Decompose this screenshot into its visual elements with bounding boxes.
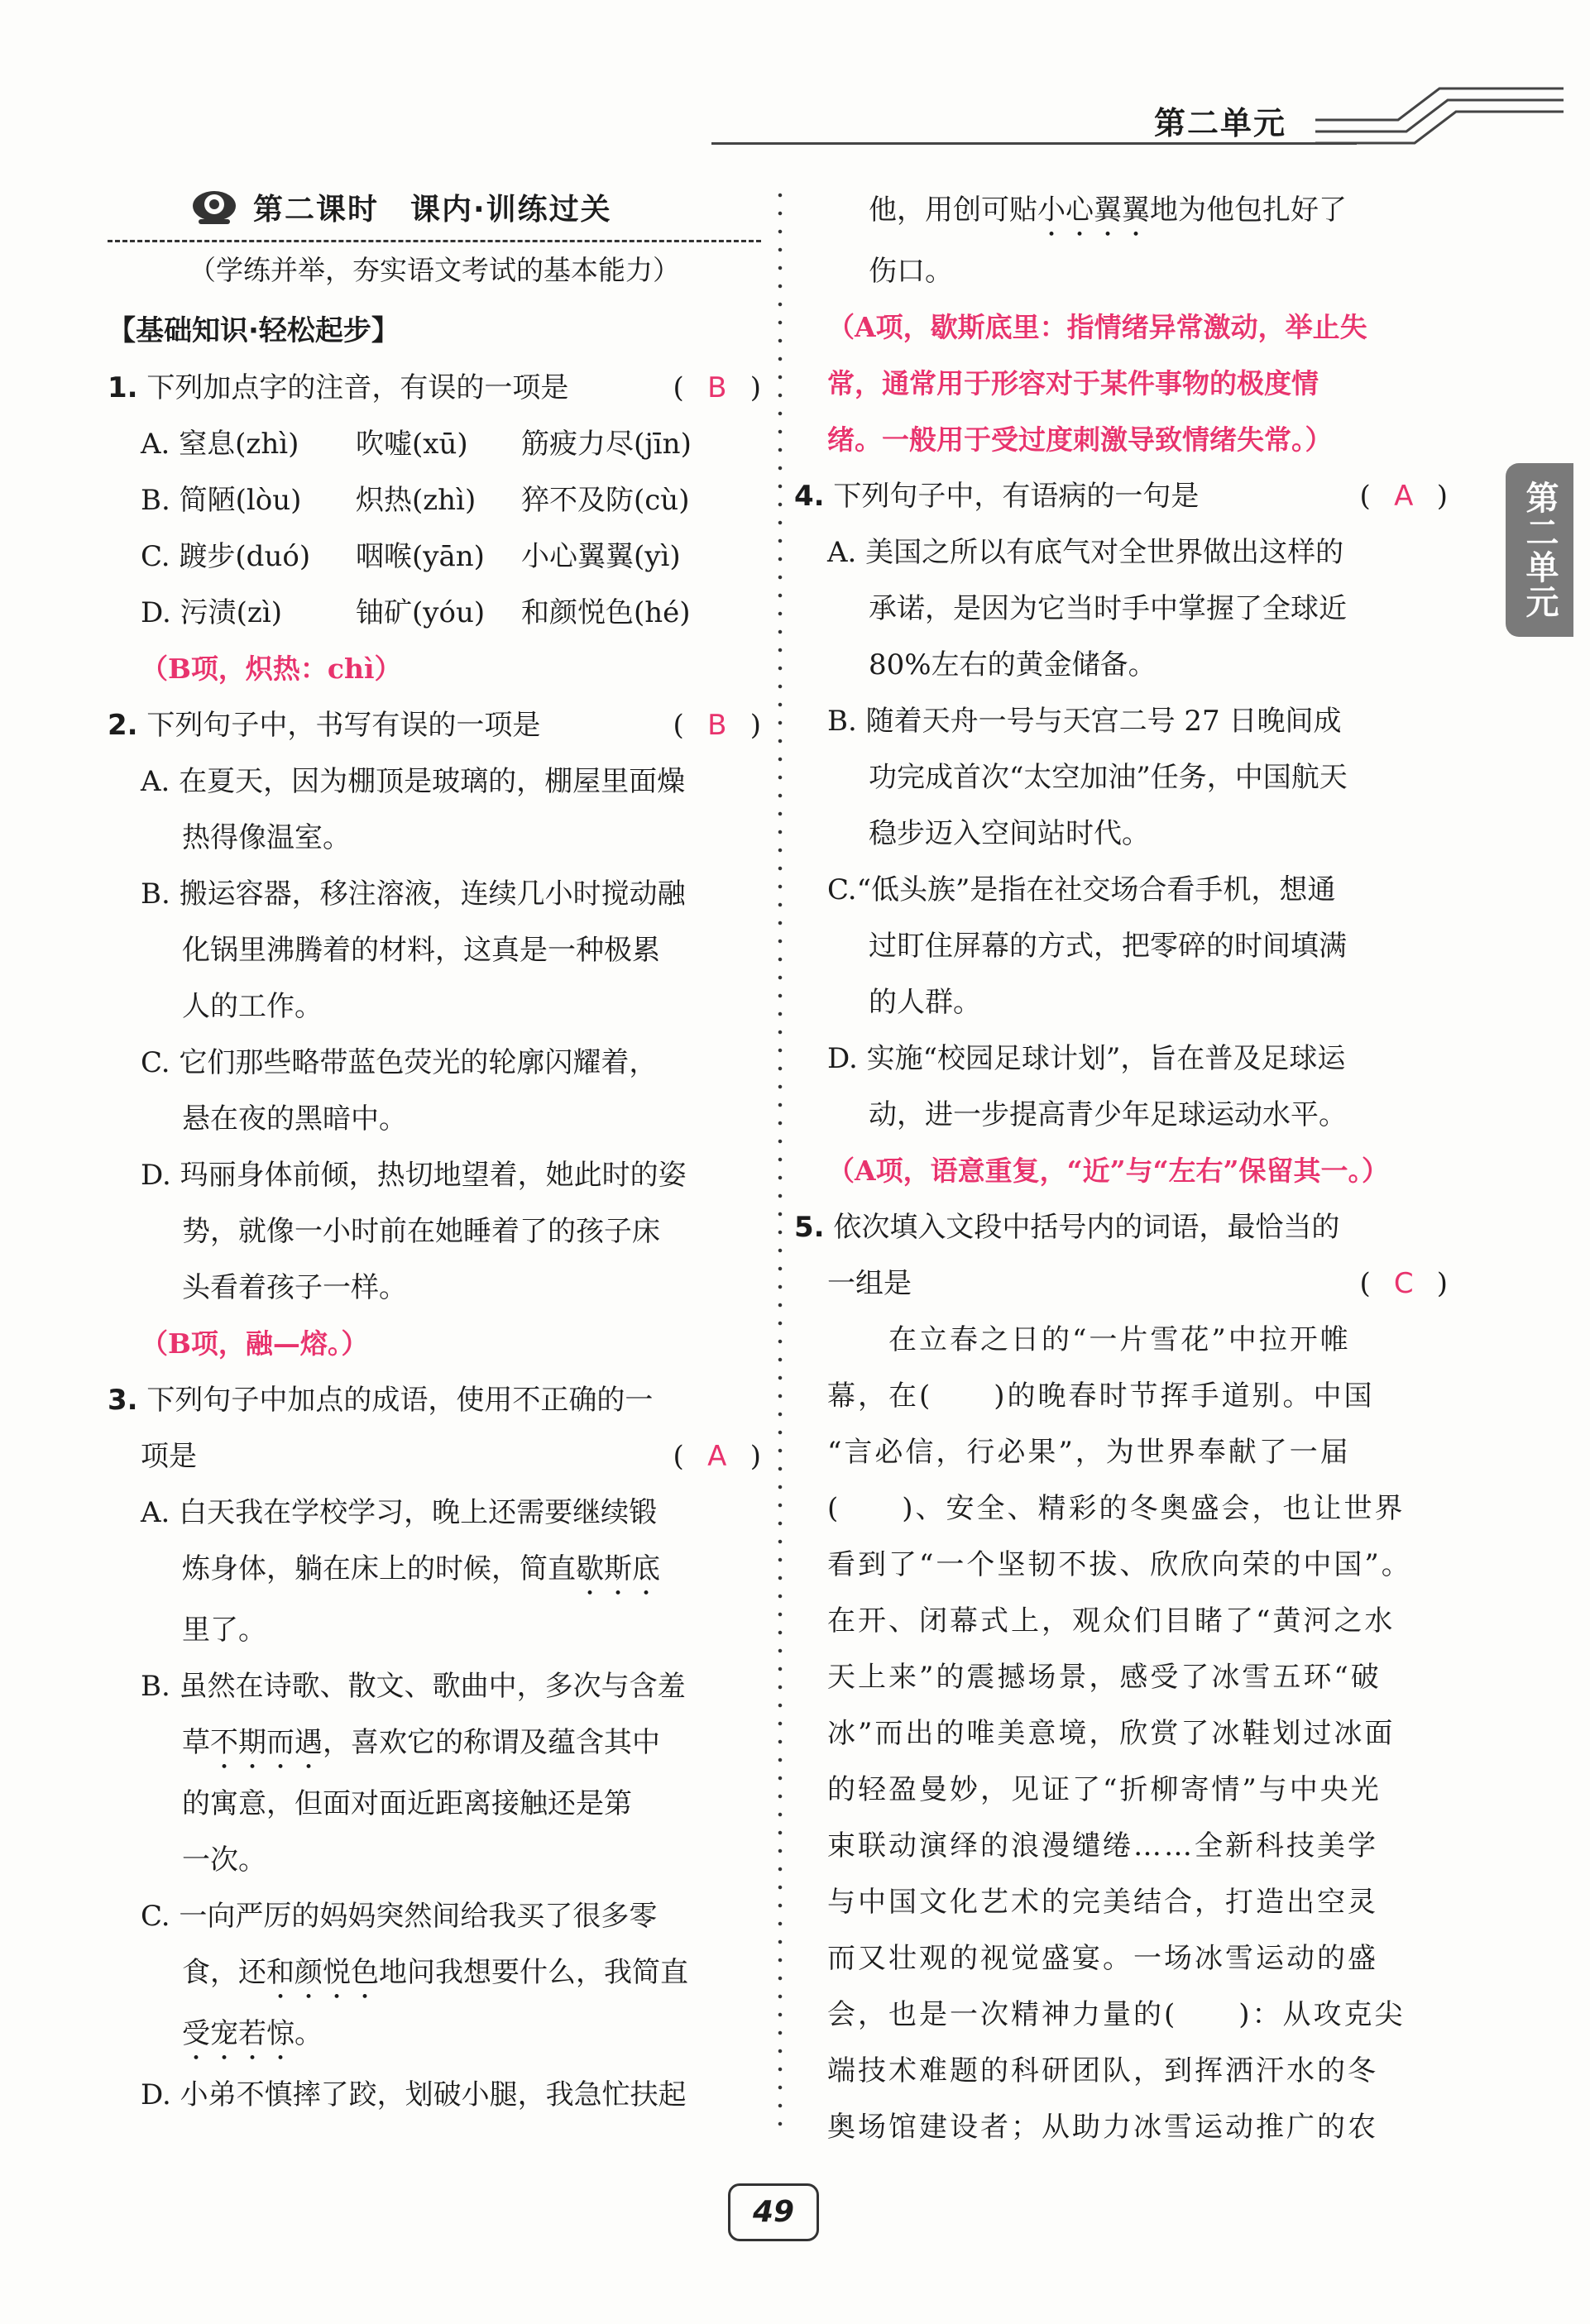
question-2-stem [108, 697, 761, 753]
answer-bracket: ( A ) [1359, 468, 1448, 524]
question-1-stem [108, 360, 761, 416]
option-line: 里了。 [182, 1614, 266, 1647]
text-fragment: 他，用创可贴 [869, 194, 1037, 227]
text-fragment: 炼身体，躺在床上的时候，简直 [182, 1552, 576, 1585]
section-heading: 【基础知识·轻松起步】 [108, 314, 400, 347]
question-text: 项是 [141, 1440, 197, 1473]
option-line: D. 玛丽身体前倾，热切地望着，她此时的姿 [141, 1159, 687, 1192]
column-divider [776, 186, 784, 2138]
question-text: 下列句子中加点的成语，使用不正确的一 [146, 1384, 654, 1417]
answer-note-line: （A项，歇斯底里：指情绪异常激动，举止失 [827, 311, 1367, 343]
option-line: A. 在夏天，因为棚顶是玻璃的，棚屋里面燥 [141, 765, 686, 798]
answer-bracket: ( A ) [673, 1428, 761, 1485]
question-3-stem [108, 1372, 761, 1428]
option-line: B. 随着天舟一号与天宫二号 27 日晚间成 [827, 705, 1342, 738]
option-cell: 炽热(zhì) [356, 484, 477, 517]
text-fragment: ，喜欢它的称谓及蕴含其中 [323, 1726, 660, 1759]
lesson-rule [108, 240, 761, 242]
option-cell: 小心翼翼(yì) [521, 540, 681, 573]
answer-letter: A [1394, 480, 1414, 513]
question-text: 下列句子中，有语病的一句是 [833, 480, 1200, 513]
question-5-stem-cont [794, 1255, 1448, 1312]
option-cell: B. 简陋(lòu) [141, 484, 302, 517]
text-fragment: 地问我想要什么，我简直 [379, 1956, 688, 1989]
option-line [108, 2006, 761, 2067]
option-cell: D. 污渍(zì) [141, 596, 282, 629]
answer-note-line: 常，通常用于形容对于某件事物的极度情 [827, 367, 1319, 399]
option-line: 势，就像一小时前在她睡着了的孩子床 [182, 1215, 660, 1248]
option-line: C.“低头族”是指在社交场合看手机，想通 [827, 873, 1336, 906]
passage-line: 的轻盈曼妙，见证了“折柳寄情”与中央光 [827, 1773, 1382, 1806]
option-line: 人的工作。 [182, 990, 323, 1023]
answer-letter: A [707, 1440, 727, 1473]
answer-bracket: ( B ) [673, 360, 761, 416]
option-cell: A. 窒息(zhì) [141, 428, 299, 461]
option-line: 过盯住屏幕的方式，把零碎的时间填满 [869, 930, 1347, 963]
passage-line: 幕，在( )的晚春时节挥手道别。中国 [827, 1380, 1375, 1413]
question-text: 依次填入文段中括号内的词语，最恰当的 [833, 1211, 1340, 1244]
text-fragment: 草 [182, 1726, 210, 1759]
answer-note: （A项，语意重复，“近”与“左右”保留其一。） [827, 1155, 1390, 1187]
lesson-header [190, 182, 761, 232]
option-line: 热得像温室。 [182, 821, 351, 854]
passage-line: 看到了“一个坚韧不拔、欣欣向荣的中国”。 [827, 1548, 1412, 1581]
passage-line: 在立春之日的“一片雪花”中拉开帷 [827, 1323, 1351, 1356]
option-line [108, 1944, 761, 2006]
passage-line: 束联动演绎的浪漫缱绻……全新科技美学 [827, 1829, 1378, 1863]
passage-line: “言必信，行必果”，为世界奉献了一届 [827, 1436, 1351, 1469]
answer-bracket: ( C ) [1359, 1255, 1448, 1312]
option-line: 动，进一步提高青少年足球运动水平。 [869, 1098, 1347, 1131]
passage-line: ( )、安全、精彩的冬奥盛会，也让世界 [827, 1492, 1406, 1525]
question-text: 一组是 [827, 1267, 912, 1300]
passage-line: 与中国文化艺术的完美结合，打造出空灵 [827, 1886, 1378, 1919]
answer-letter: C [1393, 1267, 1414, 1300]
option-line: 80%左右的黄金储备。 [869, 648, 1157, 681]
option-row [108, 416, 761, 472]
answer-note-line: 绪。一般用于受过度刺激导致情绪失常。） [827, 423, 1333, 456]
option-cell: 咽喉(yān) [356, 540, 485, 573]
unit-side-tab [1506, 463, 1573, 637]
answer-letter: B [707, 709, 727, 742]
dotted-idiom: 不期而遇 [210, 1726, 323, 1759]
option-line: 承诺，是因为它当时手中掌握了全球近 [869, 592, 1347, 625]
passage-line: 奥场馆建设者；从助力冰雪运动推广的农 [827, 2111, 1378, 2144]
unit-title: 第二单元 [1154, 105, 1287, 141]
question-number: 3. [108, 1384, 138, 1417]
side-tab-label: 第二单元 [1521, 481, 1559, 619]
passage-line: 在开、闭幕式上，观众们目睹了“黄河之水 [827, 1604, 1396, 1638]
answer-bracket: ( B ) [673, 697, 761, 753]
option-line: 伤口。 [869, 255, 953, 288]
option-line [794, 182, 1448, 243]
option-cell: 和颜悦色(hé) [521, 596, 691, 629]
dotted-idiom: 歇斯底 [576, 1552, 660, 1585]
option-line: D. 实施“校园足球计划”，旨在普及足球运 [827, 1042, 1346, 1075]
option-line: 稳步迈入空间站时代。 [869, 817, 1150, 850]
right-column [794, 182, 1448, 2155]
option-row [108, 585, 761, 641]
question-number: 5. [794, 1211, 825, 1244]
passage-line: 天上来”的震撼场景，感受了冰雪五环“破 [827, 1661, 1382, 1694]
option-line: 的人群。 [869, 986, 981, 1019]
question-3-stem-cont [108, 1428, 761, 1485]
option-line: 一次。 [182, 1843, 266, 1877]
option-line: A. 美国之所以有底气对全世界做出这样的 [827, 536, 1344, 569]
passage-line: 端技术难题的科研团队，到挥洒汗水的冬 [827, 2054, 1378, 2087]
option-line: 的寓意，但面对面近距离接触还是第 [182, 1787, 632, 1820]
option-cell: 铀矿(yóu) [356, 596, 486, 629]
lesson-badge-icon [190, 186, 238, 227]
option-line: 功完成首次“太空加油”任务，中国航天 [869, 761, 1348, 794]
option-line: C. 它们那些略带蓝色荧光的轮廓闪耀着， [141, 1046, 658, 1079]
option-line [108, 1541, 761, 1602]
option-line [108, 1714, 761, 1776]
answer-note: （B项，融—熔。） [141, 1327, 369, 1360]
passage [794, 1312, 1448, 2155]
option-line: 悬在夜的黑暗中。 [182, 1102, 407, 1136]
option-line: 头看着孩子一样。 [182, 1271, 407, 1304]
page-number: 49 [728, 2183, 819, 2241]
option-row [108, 472, 761, 528]
header-decoration-icon [1315, 79, 1564, 153]
passage-line: 冰”而出的唯美意境，欣赏了冰鞋划过冰面 [827, 1717, 1396, 1750]
question-number: 1. [108, 371, 138, 404]
option-line: B. 搬运容器，移注溶液，连续几小时搅动融 [141, 877, 686, 911]
passage-line: 会，也是一次精神力量的( )：从攻克尖 [827, 1998, 1406, 2031]
question-4-stem [794, 468, 1448, 524]
question-number: 4. [794, 480, 825, 513]
option-line: 化锅里沸腾着的材料，这真是一种极累 [182, 934, 660, 967]
text-fragment: 地为他包扎好了 [1150, 194, 1347, 227]
question-text: 下列句子中，书写有误的一项是 [146, 709, 541, 742]
option-line: C. 一向严厉的妈妈突然间给我买了很多零 [141, 1900, 658, 1933]
question-5-stem [794, 1199, 1448, 1255]
option-line: A. 白天我在学校学习，晚上还需要继续锻 [141, 1496, 658, 1529]
question-text: 下列加点字的注音，有误的一项是 [146, 371, 569, 404]
dotted-idiom: 和颜悦色 [266, 1956, 379, 1989]
option-line: B. 虽然在诗歌、散文、歌曲中，多次与含羞 [141, 1670, 686, 1703]
option-cell: C. 踱步(duó) [141, 540, 311, 573]
option-cell: 猝不及防(cù) [521, 484, 690, 517]
question-number: 2. [108, 709, 138, 742]
lesson-title: 第二课时 课内·训练过关 [253, 192, 612, 227]
lesson-subtitle: （学练并举，夯实语文考试的基本能力） [189, 254, 680, 286]
option-cell: 吹嘘(xū) [356, 428, 468, 461]
answer-note: （B项，炽热：chì） [141, 653, 402, 685]
option-line: D. 小弟不慎摔了跤，划破小腿，我急忙扶起 [141, 2078, 687, 2111]
option-cell: 筋疲力尽(jīn) [521, 428, 692, 461]
text-fragment: 。 [295, 2017, 323, 2050]
answer-letter: B [707, 371, 727, 404]
left-column [108, 182, 761, 2123]
passage-line: 而又壮观的视觉盛宴。一场冰雪运动的盛 [827, 1942, 1378, 1975]
option-row [108, 528, 761, 585]
text-fragment: 食，还 [182, 1956, 266, 1989]
dotted-idiom: 小心翼翼 [1037, 194, 1150, 227]
dotted-idiom: 受宠若惊 [182, 2017, 295, 2050]
